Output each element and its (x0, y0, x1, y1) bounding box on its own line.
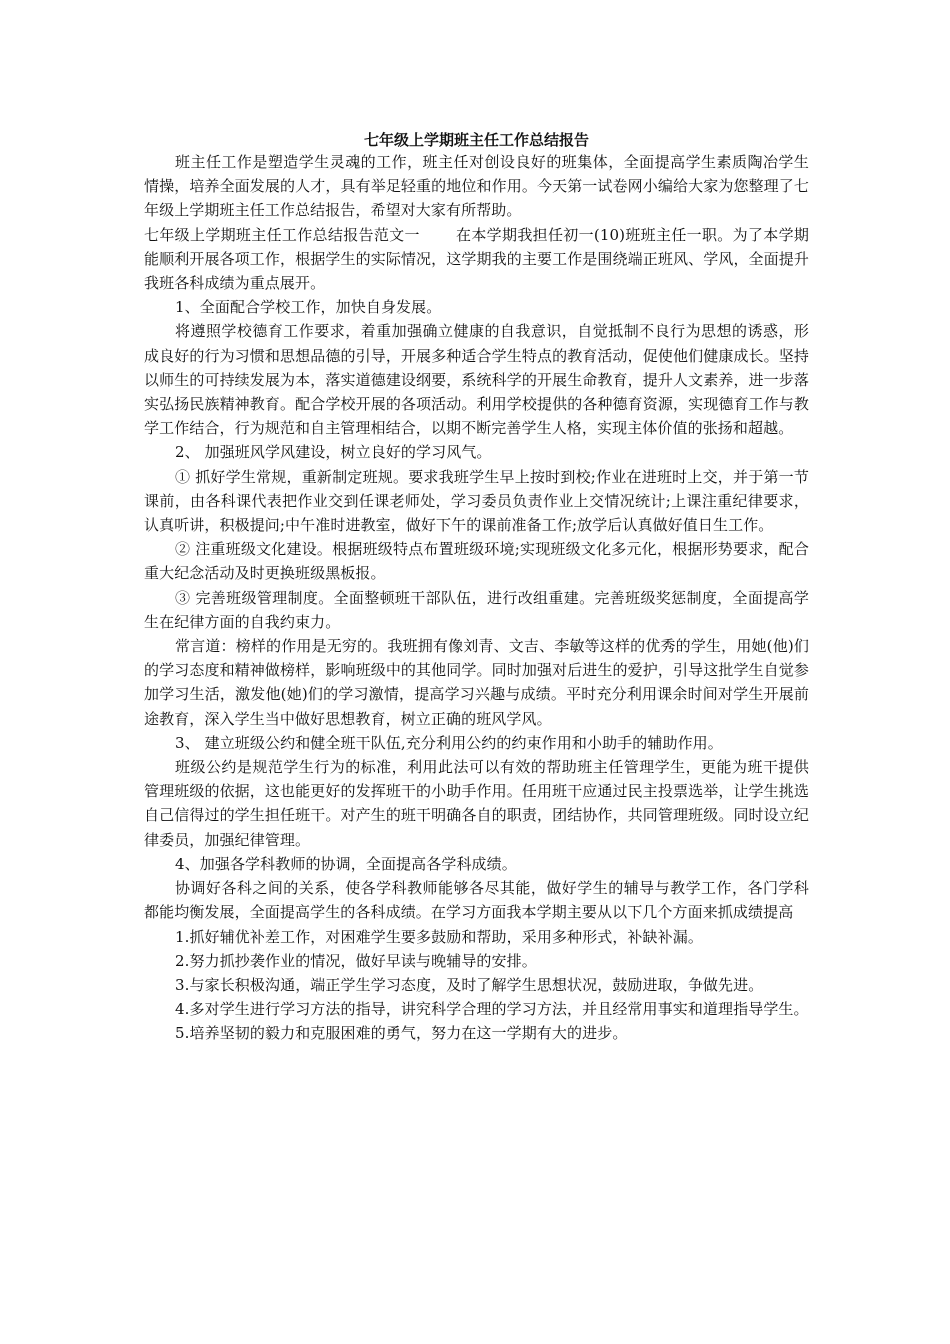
section-4-body: 协调好各科之间的关系，使各学科教师能够各尽其能，做好学生的辅导与教学工作，各门学科都能均衡发展，全面提高学生的各科成绩。在学习方面我本学期主要从以下几个方面来抓成绩提高 (144, 879, 809, 922)
point-5: 5.培养坚韧的毅力和克服困难的勇气，努力在这一学期有大的进步。 (175, 1024, 628, 1043)
point-4: 4.多对学生进行学习方法的指导，讲究科学合理的学习方法，并且经常用事实和道理指导学生。 (175, 1000, 809, 1019)
sample-text: 在本学期我担任初一(10)班班主任一职。为了本学期能顺利开展各项工作，根据学生的实际情况，这学期我的主要工作是围绕端正班风、学风，全面提升我班各科成绩为重点展开。 (144, 225, 809, 293)
section-2-item-2: ② 注重班级文化建设。根据班级特点布置班级环境;实现班级文化多元化，根据形势要求，配合重大纪念活动及时更换班级黑板报。 (144, 540, 809, 583)
section-2-heading: 2、 加强班风学风建设，树立良好的学习风气。 (175, 443, 492, 462)
intro-paragraph: 班主任工作是塑造学生灵魂的工作，班主任对创设良好的班集体，全面提高学生素质陶冶学生情操，培养全面发展的人才，具有举足轻重的地位和作用。今天第一试卷网小编给大家为您整理了七年级上学期班主任工作总结报告，希望对大家有所帮助。 (144, 153, 809, 220)
document-page (144, 128, 809, 1046)
point-1: 1.抓好辅优补差工作，对困难学生要多鼓励和帮助，采用多种形式，补缺补漏。 (175, 927, 703, 946)
document-title: 七年级上学期班主任工作总结报告 (363, 131, 589, 149)
section-4-heading: 4、加强各学科教师的协调，全面提高各学科成绩。 (175, 854, 517, 873)
section-3-body: 班级公约是规范学生行为的标准，利用此法可以有效的帮助班主任管理学生，更能为班干提供管理班级的依据，这也能更好的发挥班干的小助手作用。任用班干应通过民主投票选举，让学生挑选自己信得过的学生担任班干。对产生的班干明确各自的职责，团结协作，共同管理班级。同时设立纪律委员，加强纪律管理。 (144, 758, 809, 849)
point-3: 3.与家长积极沟通，端正学生学习态度，及时了解学生思想状况，鼓励进取，争做先进。 (175, 975, 764, 994)
section-1-body: 将遵照学校德育工作要求，着重加强确立健康的自我意识，自觉抵制不良行为思想的诱惑，形成良好的行为习惯和思想品德的引导，开展多种适合学生特点的教育活动，促使他们健康成长。坚持以师生的可持续发展为本，落实道德建设纲要，系统科学的开展生命教育，提升人文素养，进一步落实弘扬民族精神教育。配合学校开展的各项活动。利用学校提供的各种德育资源，实现德育工作与教学工作结合，行为规范和自主管理相结合，以期不断完善学生人格，实现主体价值的张扬和超越。 (144, 322, 809, 438)
section-3-heading: 3、 建立班级公约和健全班干队伍,充分利用公约的约束作用和小助手的辅助作用。 (175, 733, 723, 752)
section-2-body: 常言道：榜样的作用是无穷的。我班拥有像刘青、文吉、李敏等这样的优秀的学生，用她(他)们的学习态度和精神做榜样，影响班级中的其他同学。同时加强对后进生的爱护，引导这批学生自觉参加学习生活，激发他(她)们的学习激情，提高学习兴趣与成绩。平时充分利用课余时间对学生开展前途教育，深入学生当中做好思想教育，树立正确的班风学风。 (144, 637, 809, 728)
point-2: 2.努力抓抄袭作业的情况，做好早读与晚辅导的安排。 (175, 951, 537, 970)
sample-paragraph (144, 223, 809, 296)
sample-label: 七年级上学期班主任工作总结报告范文一 (144, 225, 420, 244)
section-2-item-1: ① 抓好学生常规，重新制定班规。要求我班学生早上按时到校;作业在进班时上交，并于第一节课前，由各科课代表把作业交到任课老师处，学习委员负责作业上交情况统计;上课注重纪律要求，认真听讲，积极提问;中午准时进教室，做好下午的课前准备工作;放学后认真做好值日生工作。 (144, 467, 809, 535)
section-2-item-3: ③ 完善班级管理制度。全面整顿班干部队伍，进行改组重建。完善班级奖惩制度，全面提高学生在纪律方面的自我约束力。 (144, 588, 809, 631)
section-1-heading: 1、全面配合学校工作，加快自身发展。 (175, 298, 442, 317)
